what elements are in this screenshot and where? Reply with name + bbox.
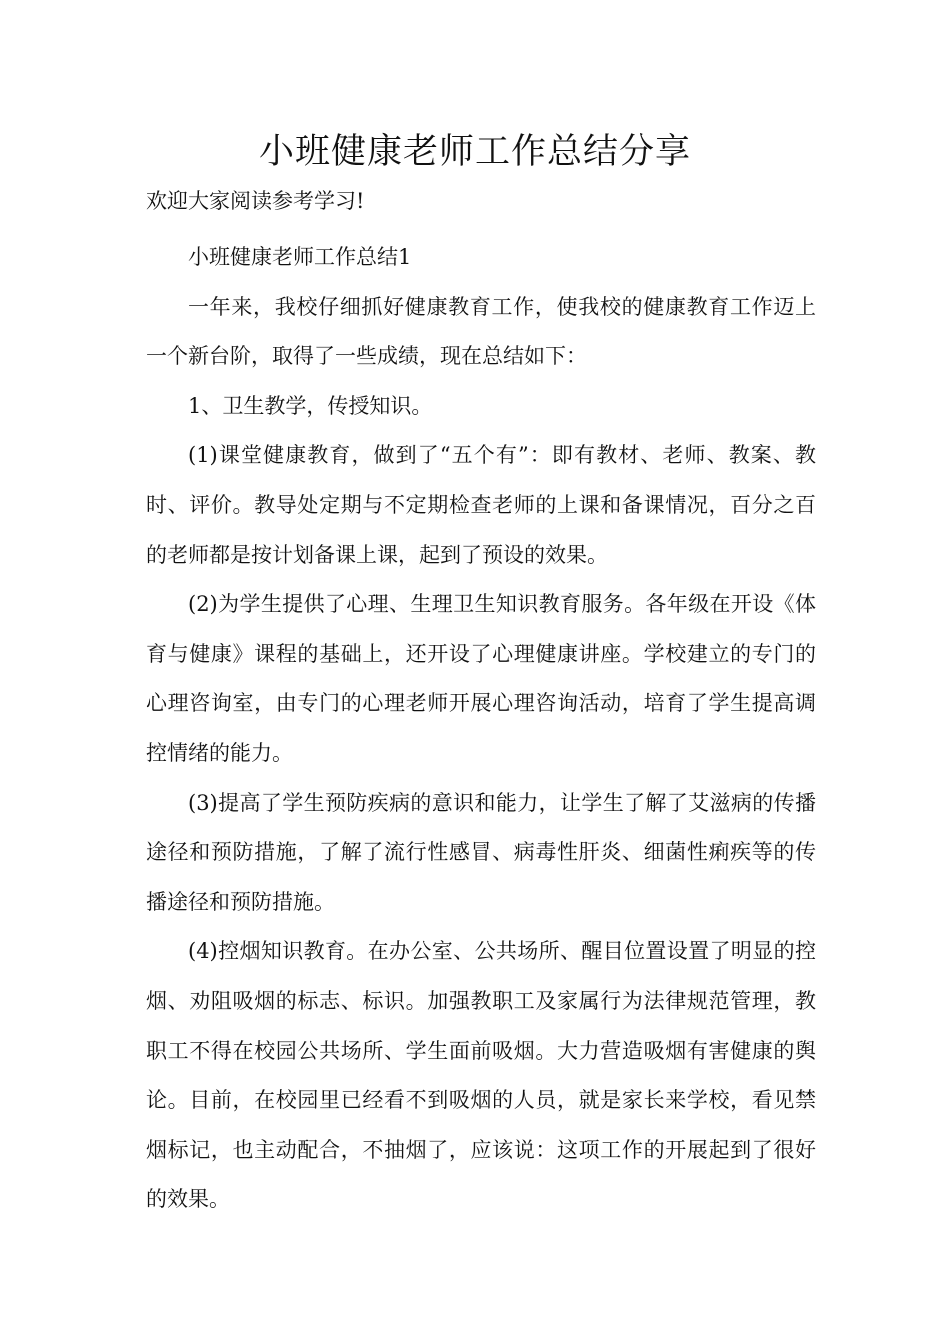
paragraph: 1、卫生教学，传授知识。 — [188, 393, 433, 418]
paragraph: (1)课堂健康教育，做到了“五个有”：即有教材、老师、教案、教时、评价。教导处定期与不定期检查老师的上课和备课情况，百分之百的老师都是按计划备课上课，起到了预设的效果。 — [146, 443, 816, 567]
paragraph: (2)为学生提供了心理、生理卫生知识教育服务。各年级在开设《体育与健康》课程的基础上，还开设了心理健康讲座。学校建立的专门的心理咨询室，由专门的心理老师开展心理咨询活动，培育了学生提高调控情绪的能力。 — [146, 592, 816, 765]
document-title: 小班健康老师工作总结分享 — [258, 132, 691, 172]
intro-line: 欢迎大家阅读参考学习! — [146, 189, 365, 213]
paragraph: (3)提高了学生预防疾病的意识和能力，让学生了解了艾滋病的传播途径和预防措施，了解了流行性感冒、病毒性肝炎、细菌性痢疾等的传播途径和预防措施。 — [146, 790, 816, 914]
paragraph: 一年来，我校仔细抓好健康教育工作，使我校的健康教育工作迈上一个新台阶，取得了一些成绩，现在总结如下： — [146, 294, 816, 369]
document-body — [146, 233, 816, 1225]
section-heading: 小班健康老师工作总结1 — [188, 245, 412, 269]
paragraph: (4)控烟知识教育。在办公室、公共场所、醒目位置设置了明显的控烟、劝阻吸烟的标志、标识。加强教职工及家属行为法律规范管理，教职工不得在校园公共场所、学生面前吸烟。大力营造吸烟有害健康的舆论。目前，在校园里已经看不到吸烟的人员，就是家长来学校，看见禁烟标记，也主动配合，不抽烟了，应该说：这项工作的开展起到了很好的效果。 — [146, 939, 816, 1212]
